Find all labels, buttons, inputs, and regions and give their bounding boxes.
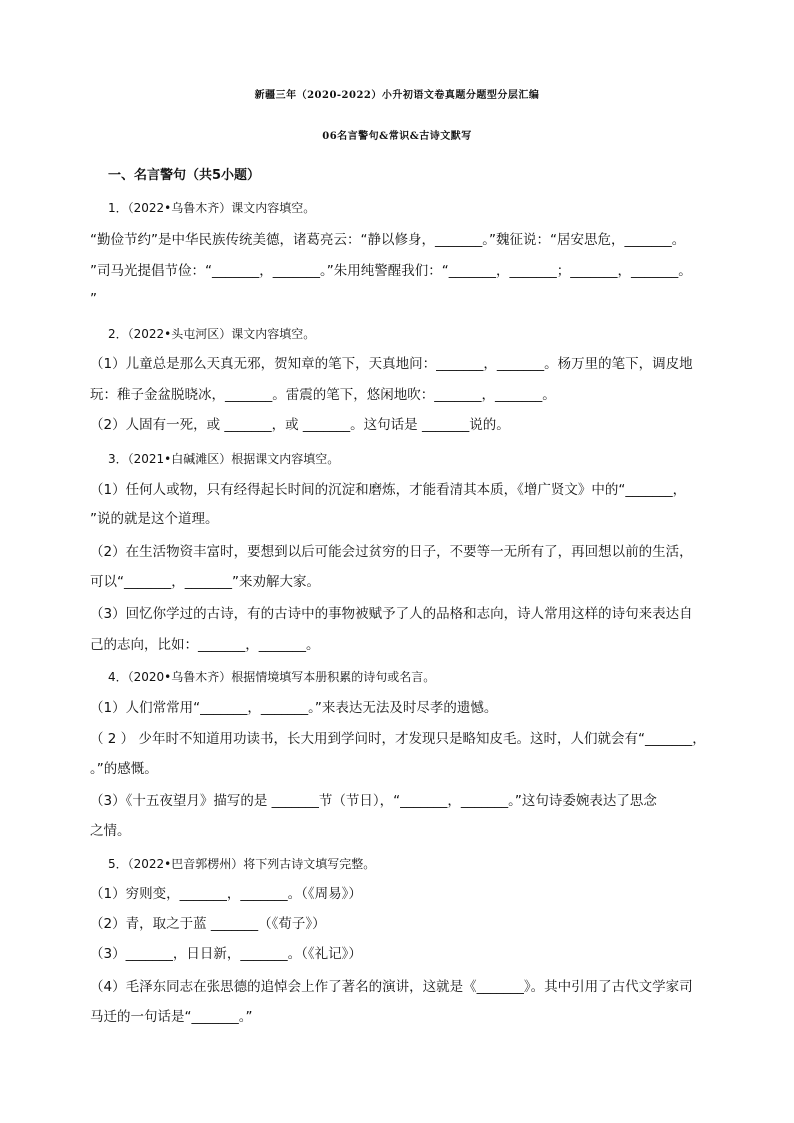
question-5-part-1: （1）穷则变，_______，_______。（《周易》） [90, 886, 362, 902]
question-3-header: 3．（2021•白碱滩区）根据课文内容填空。 [108, 452, 340, 466]
question-5-part-3: （3）_______，日日新，_______。（《礼记》） [90, 946, 362, 962]
document-subtitle: 06名言警句&常识&古诗文默写 [322, 131, 472, 142]
question-1-line-3: ” [90, 291, 97, 307]
section-heading: 一、名言警句（共5小题） [108, 168, 261, 183]
question-4-header: 4．（2020•乌鲁木齐）根据情境填写本册积累的诗句或名言。 [108, 670, 436, 684]
question-4-part-3-line-2: 之情。 [90, 823, 131, 839]
question-4-part-3-line-1: （3）《十五夜望月》描写的是 _______节（节日），“_______，_______。”这句诗委婉表达了思念 [90, 793, 657, 809]
question-2-part-2: （2）人固有一死，或 _______，或 _______。这句话是 _______说的。 [90, 417, 510, 433]
question-1-header: 1．（2022•乌鲁木齐）课文内容填空。 [108, 201, 316, 215]
question-5-part-4-line-1: （4）毛泽东同志在张思德的追悼会上作了著名的演讲，这就是《_______》。其中引用了古代文学家司 [90, 979, 693, 995]
question-1-line-1: “勤俭节约”是中华民族传统美德，诸葛亮云：“静以修身，_______。”魏征说：“居安思危，_______。 [90, 232, 686, 248]
question-4-part-2-line-2: 。”的感慨。 [90, 761, 158, 777]
question-3-part-1-line-1: （1）任何人或物，只有经得起长时间的沉淀和磨炼，才能看清其本质，《增广贤文》中的“_______， [90, 482, 687, 498]
question-5-header: 5．（2022•巴音郭楞州）将下列古诗文填写完整。 [108, 857, 376, 871]
question-3-part-3-line-1: （3）回忆你学过的古诗，有的古诗中的事物被赋予了人的品格和志向，诗人常用这样的诗句来表达自 [90, 606, 693, 622]
question-2-header: 2．（2022•头屯河区）课文内容填空。 [108, 327, 316, 341]
question-3-part-1-line-2: ”说的就是这个道理。 [90, 511, 219, 527]
document-title: 新疆三年（2020-2022）小升初语文卷真题分题型分层汇编 [254, 90, 540, 101]
question-3-part-2-line-2: 可以“_______，_______”来劝解大家。 [90, 574, 320, 590]
question-4-part-1: （1）人们常常用“_______，_______。”来表达无法及时尽孝的遗憾。 [90, 700, 498, 716]
question-3-part-3-line-2: 己的志向，比如：_______，_______。 [90, 637, 320, 653]
question-1-line-2: ”司马光提倡节俭：“_______，_______。”朱用纯警醒我们：“_______，_______；_______，_______。 [90, 263, 692, 279]
question-5-part-4-line-2: 马迁的一句话是“_______。” [90, 1009, 253, 1025]
question-3-part-2-line-1: （2）在生活物资丰富时，要想到以后可能会过贫穷的日子，不要等一无所有了，再回想以前的生活， [90, 544, 693, 560]
question-5-part-2: （2）青，取之于蓝 _______（《荀子》） [90, 916, 326, 932]
question-2-part-1-line-1: （1）儿童总是那么天真无邪，贺知章的笔下，天真地问：_______，_______。杨万里的笔下，调皮地 [90, 356, 693, 372]
question-4-part-2-line-1: （ 2 ） 少年时不知道用功读书，长大用到学问时，才发现只是略知皮毛。这时，人们就会有“_______， [90, 731, 706, 747]
question-2-part-1-line-2: 玩：稚子金盆脱晓冰，_______。雷震的笔下，悠闲地吹：_______，_______。 [90, 387, 556, 403]
